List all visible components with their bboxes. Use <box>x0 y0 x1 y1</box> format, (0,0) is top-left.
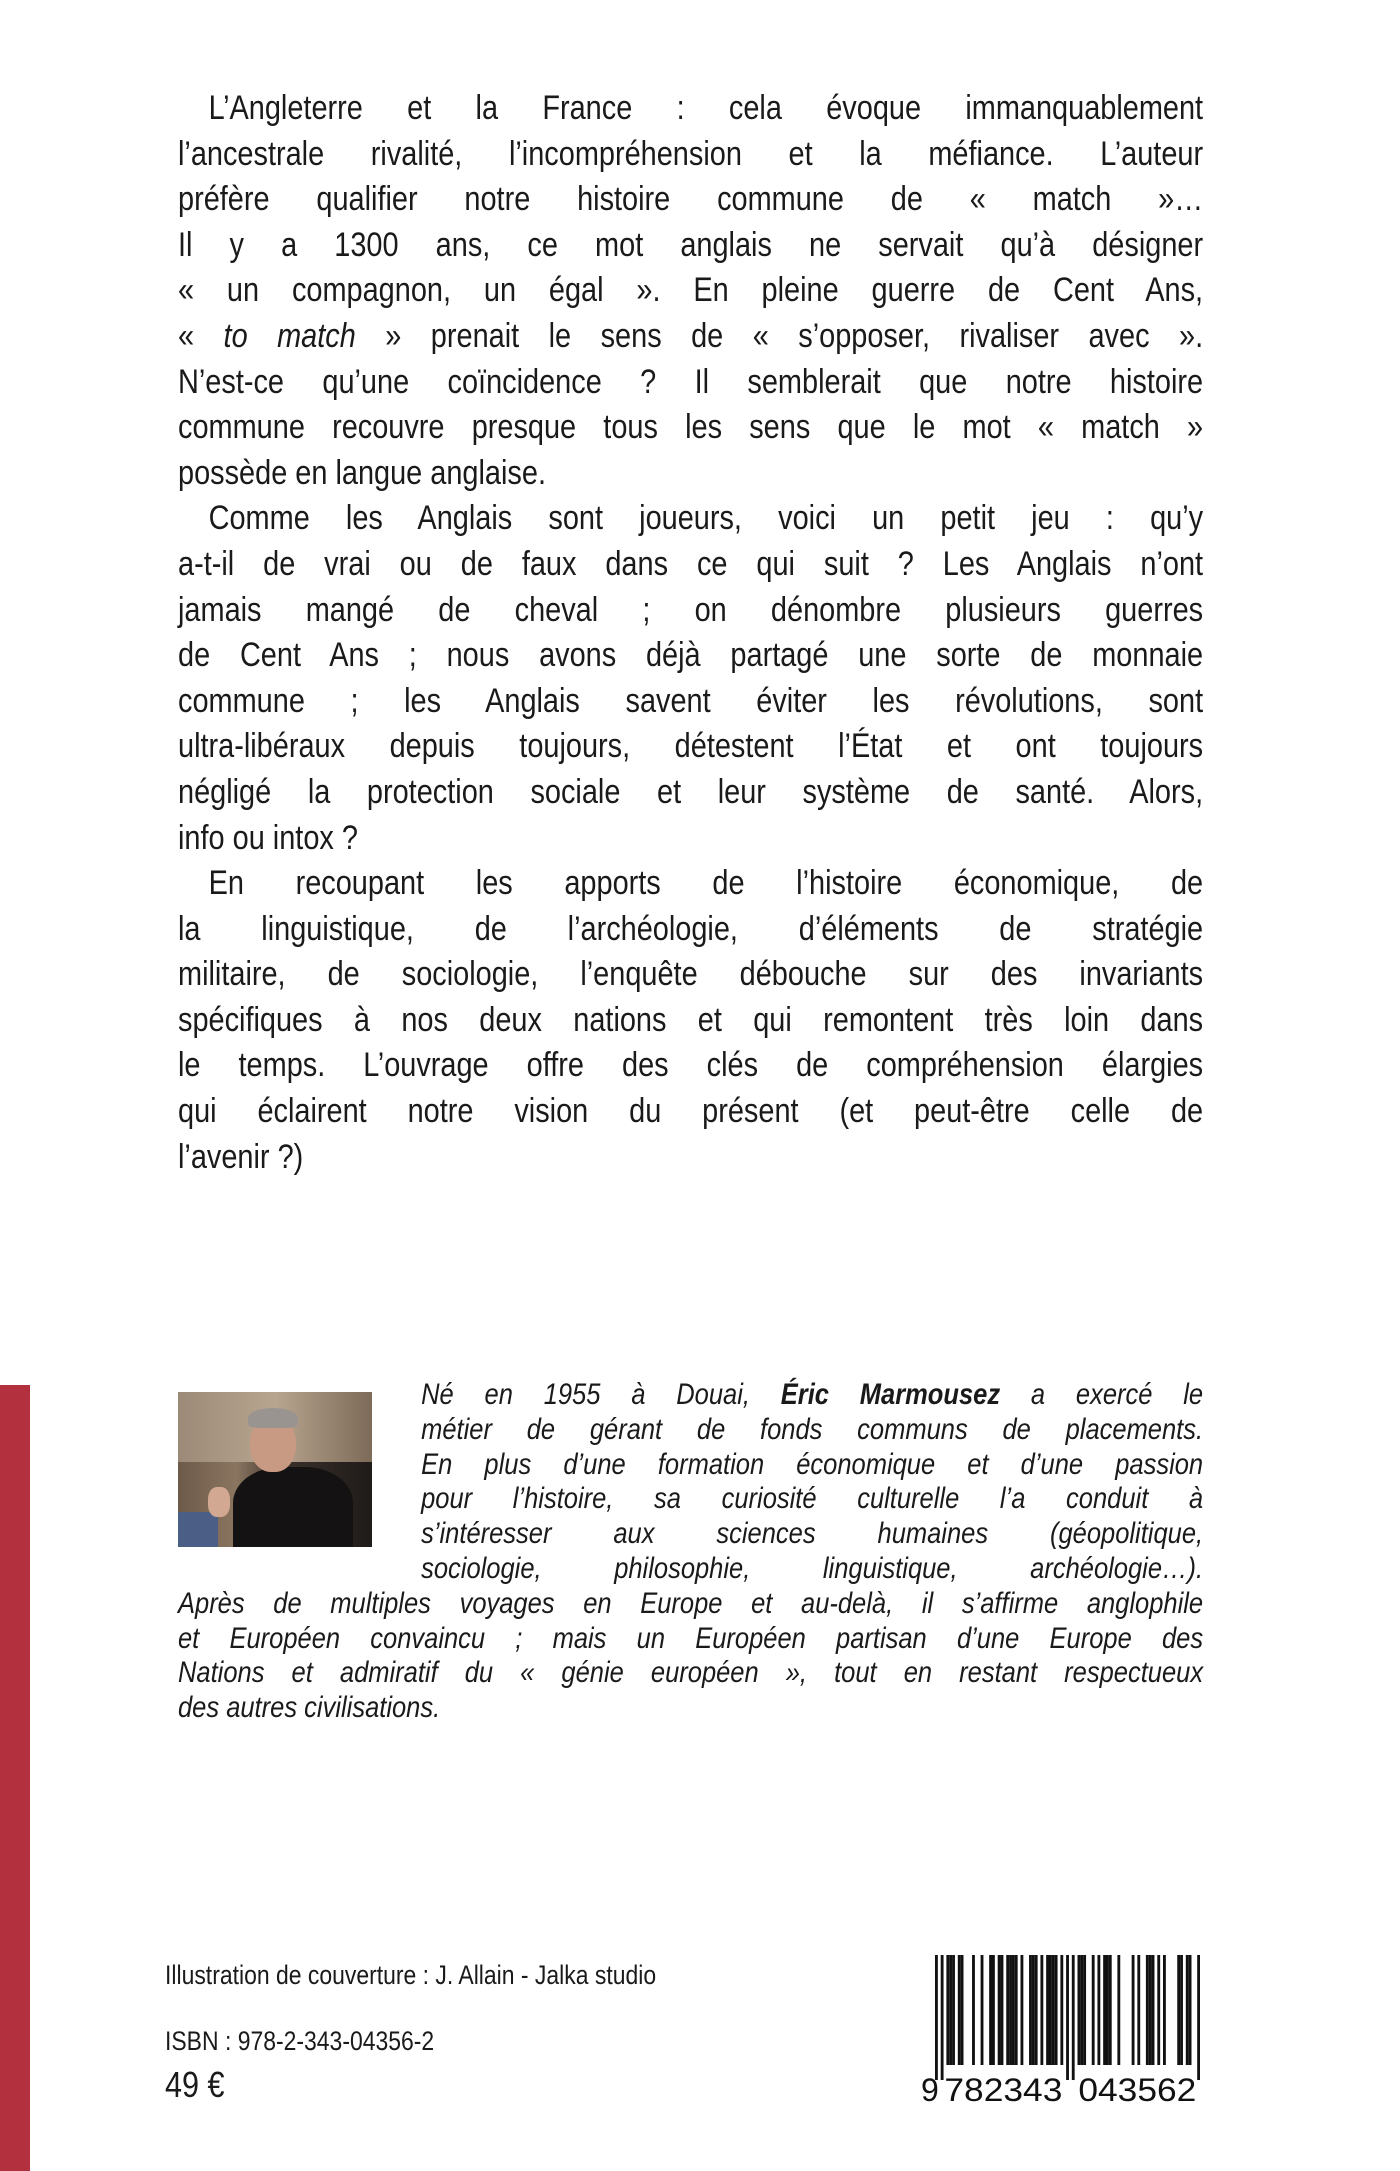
barcode-bar <box>992 1955 995 2065</box>
barcode-bar <box>1032 1955 1035 2065</box>
barcode-bar <box>1103 1955 1106 2065</box>
barcode-bar <box>1106 1955 1109 2065</box>
text-line: militaire, de sociologie, l’enquête débouche sur des invariants <box>178 955 1204 994</box>
barcode-bar <box>958 1955 961 2065</box>
text-line: Il y a 1300 ans, ce mot anglais ne servait qu’à désigner <box>178 225 1204 264</box>
barcode-bar <box>1046 1955 1049 2065</box>
text-line: commune recouvre presque tous les sens que le mot « match » <box>178 408 1204 447</box>
barcode-digits: 043562 <box>1078 2072 1197 2108</box>
barcode-bar <box>1012 1955 1015 2065</box>
isbn: ISBN : 978-2-343-04356-2 <box>165 2026 435 2056</box>
bio-line: Après de multiples voyages en Europe et au-delà, il s’affirme anglophile <box>178 1586 1204 1620</box>
barcode-bar <box>1029 1955 1032 2065</box>
barcode-bar <box>935 1955 938 2080</box>
barcode-bar <box>1092 1955 1095 2065</box>
barcode-bar <box>1040 1955 1043 2065</box>
text-line: l’ancestrale rivalité, l’incompréhension et la méfiance. L’auteur <box>178 134 1204 173</box>
text-line: spécifiques à nos deux nations et qui remontent très loin dans <box>178 1000 1204 1039</box>
barcode-bar <box>1180 1955 1183 2065</box>
bio-line <box>421 1378 1203 1413</box>
barcode-bar <box>1015 1955 1018 2065</box>
barcode-bar <box>972 1955 975 2065</box>
barcode-bar <box>1052 1955 1055 2065</box>
barcode-bar <box>1097 1955 1100 2065</box>
paragraph-2 <box>178 496 1203 861</box>
barcode-bar <box>941 1955 944 2080</box>
barcode-digits: 9 <box>921 2072 939 2108</box>
italic-term: to match <box>223 316 356 355</box>
text-line: de Cent Ans ; nous avons déjà partagé une sorte de monnaie <box>178 636 1204 675</box>
illustration-credit: Illustration de couverture : J. Allain - Jalka studio <box>165 1960 657 1990</box>
text-segment: « <box>178 316 224 355</box>
bio-line: sociologie, philosophie, linguistique, archéologie…). <box>421 1551 1204 1585</box>
text-line: ultra-libéraux depuis toujours, détestent l’État et ont toujours <box>178 727 1204 766</box>
isbn-barcode <box>915 1955 1200 2115</box>
barcode-bar <box>981 1955 984 2065</box>
text-line: négligé la protection sociale et leur système de santé. Alors, <box>178 772 1204 811</box>
text-line: En recoupant les apports de l’histoire économique, de <box>208 864 1204 903</box>
barcode-bar <box>1177 1955 1180 2065</box>
text-line: le temps. L’ouvrage offre des clés de compréhension élargies <box>178 1046 1204 1085</box>
barcode-bar <box>1066 1955 1069 2080</box>
barcode-bar <box>1078 1955 1081 2065</box>
barcode-bar <box>1132 1955 1135 2065</box>
barcode-bar <box>1163 1955 1166 2065</box>
barcode-bar <box>989 1955 992 2065</box>
barcode-bar <box>1152 1955 1155 2065</box>
author-name: Éric Marmousez <box>780 1378 1001 1411</box>
price: 49 € <box>165 2064 225 2105</box>
barcode-bar <box>1060 1955 1063 2065</box>
barcode-bar <box>1137 1955 1140 2065</box>
bio-line: pour l’histoire, sa curiosité culturelle l’a conduit à <box>421 1482 1204 1516</box>
barcode-digits: 782343 <box>944 2072 1063 2108</box>
bio-line: En plus d’une formation économique et d’une passion <box>421 1447 1204 1481</box>
text-line: a-t-il de vrai ou de faux dans ce qui suit ? Les Anglais n’ont <box>178 544 1204 583</box>
text-line <box>178 314 1203 360</box>
text-line: Comme les Anglais sont joueurs, voici un petit jeu : qu’y <box>208 499 1204 538</box>
barcode-bar <box>1117 1955 1120 2065</box>
barcode-bar <box>1186 1955 1189 2065</box>
barcode-bar <box>952 1955 955 2065</box>
text-line: possède en langue anglaise. <box>178 453 546 492</box>
barcode-bar <box>1157 1955 1160 2065</box>
bio-line: et Européen convaincu ; mais un Européen partisan d’une Europe des <box>178 1621 1204 1655</box>
barcode-bar <box>1049 1955 1052 2065</box>
barcode-bar <box>1072 1955 1075 2080</box>
paragraph-3 <box>178 861 1203 1180</box>
bio-text: Né en 1955 à Douai, <box>421 1378 781 1411</box>
text-line: qui éclairent notre vision du présent (et peut-être celle de <box>178 1092 1204 1131</box>
description-text <box>178 86 1203 1180</box>
paragraph-1 <box>178 86 1203 496</box>
text-line: jamais mangé de cheval ; on dénombre plusieurs guerres <box>178 590 1204 629</box>
bio-text: a exercé le <box>1000 1378 1204 1411</box>
text-line: préfère qualifier notre histoire commune de « match »… <box>178 180 1204 219</box>
bio-line: s’intéresser aux sciences humaines (géopolitique, <box>421 1517 1204 1551</box>
bio-line: Nations et admiratif du « génie européen », tout en restant respectueux <box>178 1656 1204 1690</box>
barcode-bar <box>1146 1955 1149 2065</box>
text-line: info ou intox ? <box>178 818 358 857</box>
bio-line: métier de gérant de fonds communs de placements. <box>421 1412 1204 1446</box>
text-line: L’Angleterre et la France : cela évoque immanquablement <box>208 89 1204 127</box>
barcode-bar <box>946 1955 949 2065</box>
barcode-bar <box>1055 1955 1058 2065</box>
author-bio <box>178 1378 1203 1726</box>
barcode-bar <box>1083 1955 1086 2065</box>
barcode-bar <box>1149 1955 1152 2065</box>
barcode-bar <box>1009 1955 1012 2065</box>
barcode-bar <box>1021 1955 1024 2065</box>
barcode-bar <box>1001 1955 1004 2065</box>
red-spine-bar <box>0 1385 30 2171</box>
barcode-bar <box>998 1955 1001 2065</box>
barcode-bar <box>949 1955 952 2065</box>
text-segment: » prenait le sens de « s’opposer, rivaliser avec ». <box>355 316 1204 355</box>
barcode-bar <box>1189 1955 1192 2065</box>
text-line: N’est-ce qu’une coïncidence ? Il semblerait que notre histoire <box>178 362 1204 401</box>
bio-line: des autres civilisations. <box>178 1691 441 1725</box>
barcode-bar <box>1080 1955 1083 2065</box>
text-line: la linguistique, de l’archéologie, d’éléments de stratégie <box>178 909 1204 948</box>
text-line: « un compagnon, un égal ». En pleine guerre de Cent Ans, <box>178 271 1204 310</box>
barcode-bar <box>1197 1955 1200 2080</box>
barcode-bar <box>1006 1955 1009 2065</box>
barcode-bar <box>961 1955 964 2065</box>
text-line: l’avenir ?) <box>178 1137 304 1176</box>
barcode-bar <box>1109 1955 1112 2065</box>
barcode-bar <box>1035 1955 1038 2065</box>
text-line: commune ; les Anglais savent éviter les révolutions, sont <box>178 681 1204 720</box>
